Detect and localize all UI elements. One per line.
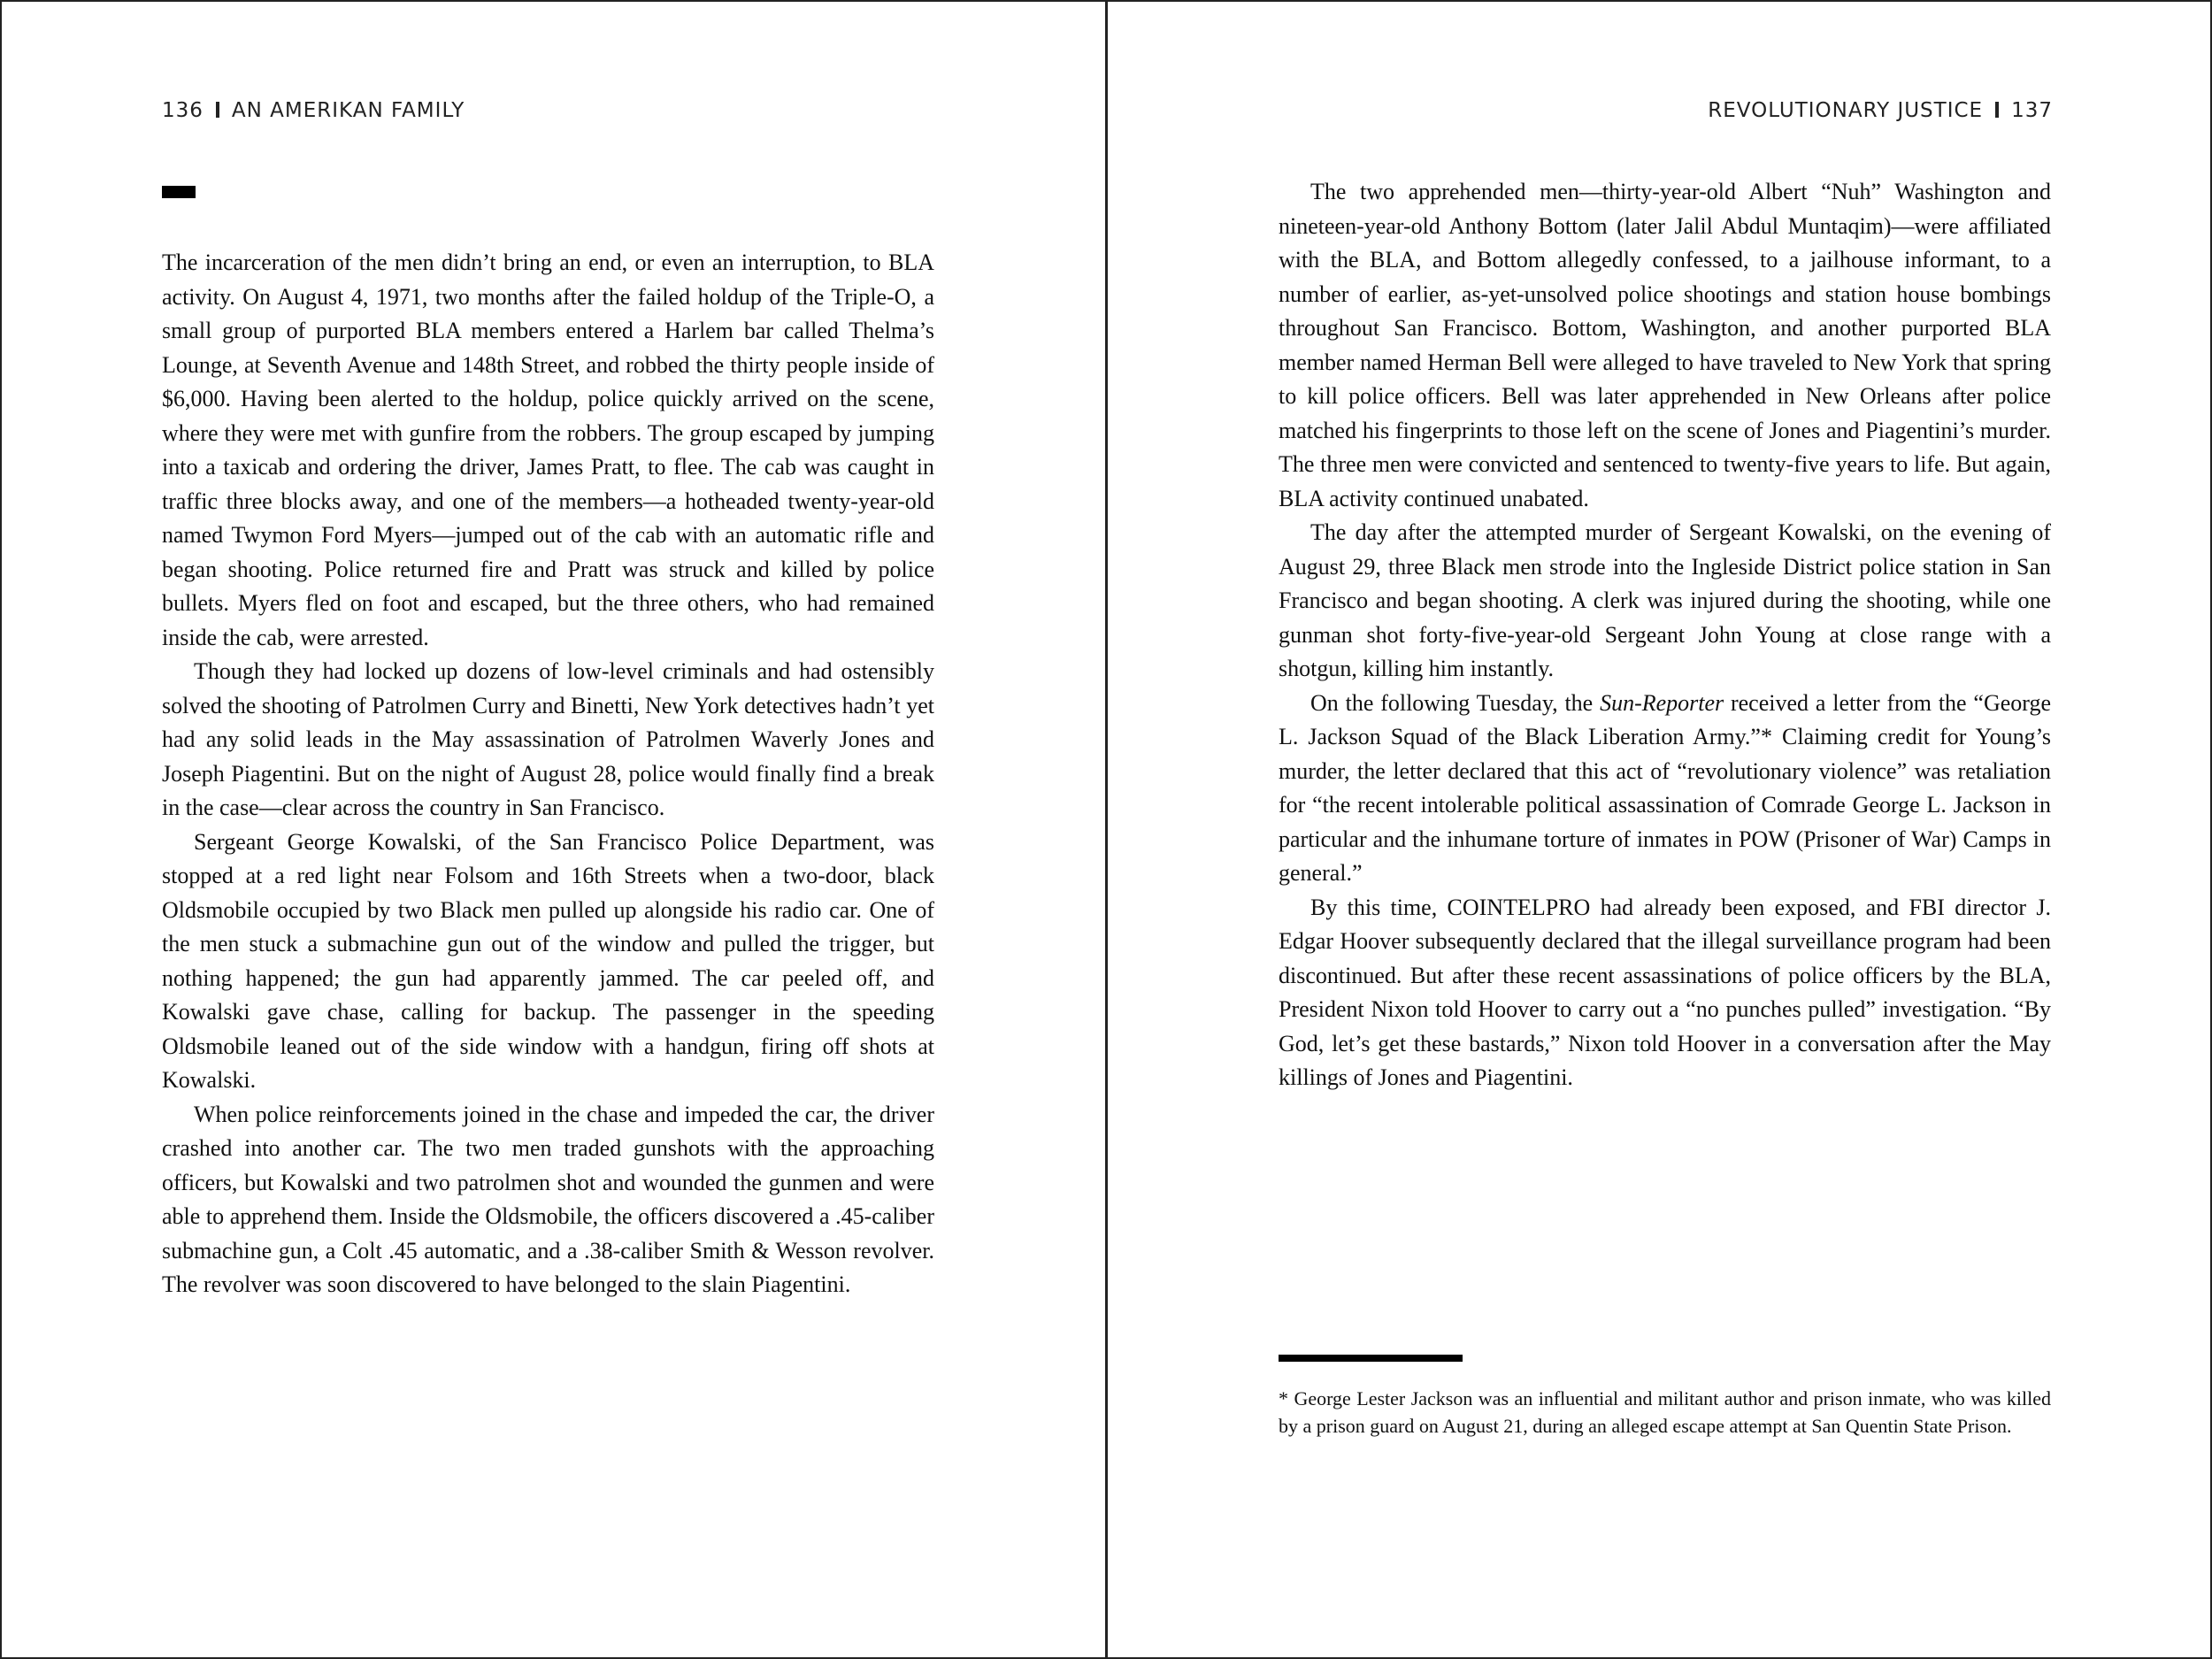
right-running-head-title: REVOLUTIONARY JUSTICE bbox=[1708, 99, 1984, 122]
footnote: * George Lester Jackson was an influential and militant author and prison inmate, who was killed by a prison guard on August 21, during an alleged escape attempt at San Quentin State Prison. bbox=[1279, 1387, 2051, 1437]
left-page-number: 136 bbox=[162, 99, 204, 122]
paragraph: When police reinforcements joined in the chase and impeded the car, the driver crashed into another car. The two men traded gunshots with the approaching officers, but Kowalski and two patrolmen shot and wounded the gunmen and were able to apprehend them. Inside the Oldsmobile, the officers discovered a .45-caliber submachine gun, a Colt .45 automatic, and a .38-caliber Smith & Wesson revolver. The revolver was soon discovered to have belonged to the slain Piagentini. bbox=[162, 1101, 934, 1297]
left-running-head-title: AN AMERIKAN FAMILY bbox=[231, 99, 465, 122]
footnote-rule bbox=[1279, 1355, 1463, 1362]
left-running-header bbox=[162, 99, 465, 122]
paragraph bbox=[1279, 687, 2051, 891]
newspaper-title: Sun-Reporter bbox=[1600, 689, 1724, 716]
right-page-number: 137 bbox=[2011, 99, 2053, 122]
paragraph: By this time, COINTELPRO had already been exposed, and FBI director J. Edgar Hoover subsequently declared that the illegal surveillance program had been discontinued. But after these recent assassinations of police officers by the BLA, President Nixon told Hoover to carry out a “no punches pulled” investigation. “By God, let’s get these bastards,” Nixon told Hoover in a conversation after the May killings of Jones and Piagentini. bbox=[1279, 894, 2051, 1090]
paragraph: Sergeant George Kowalski, of the San Francisco Police Department, was stopped at a red light near Folsom and 16th Streets when a two-door, black Oldsmobile occupied by two Black men pulled up alongside his radio car. One of the men stuck a submachine gun out of the window and pulled the trigger, but nothing happened; the gun had apparently jammed. The car peeled off, and Kowalski gave chase, calling for backup. The passenger in the speeding Oldsmobile leaned out of the side window with a handgun, firing off shots at Kowalski. bbox=[162, 828, 934, 1093]
left-page-body bbox=[162, 246, 934, 1302]
paragraph: The two apprehended men—thirty-year-old Albert “Nuh” Washington and nineteen-year-old Anthony Bottom (later Jalil Abdul Muntaqim)—were affiliated with the BLA, and Bottom allegedly confessed, to a jailhouse informant, to a number of earlier, as-yet-unsolved police shootings and station house bombings throughout San Francisco. Bottom, Washington, and another purported BLA member named Herman Bell were alleged to have traveled to New York that spring to kill police officers. Bell was later apprehended in New Orleans after police matched his fingerprints to those left on the scene of Jones and Piagentini’s murder. The three men were convicted and sentenced to twenty-five years to life. But again, BLA activity continued unabated. bbox=[1279, 179, 2051, 511]
header-separator-bar bbox=[1995, 102, 1999, 118]
paragraph: Though they had locked up dozens of low-level criminals and had ostensibly solved the shooting of Patrolmen Curry and Binetti, New York detectives hadn’t yet had any solid leads in the May assassination of Patrolmen Waverly Jones and Joseph Piagentini. But on the night of August 28, police would finally find a break in the case—clear across the country in San Francisco. bbox=[162, 658, 934, 820]
paragraph: The day after the attempted murder of Sergeant Kowalski, on the evening of August 29, three Black men strode into the Ingleside District police station in San Francisco and began shooting. A clerk was injured during the shooting, while one gunman shot forty-five-year-old Sergeant John Young at close range with a shotgun, killing him instantly. bbox=[1279, 519, 2051, 681]
right-running-header bbox=[1708, 99, 2053, 122]
spine-divider bbox=[1105, 0, 1108, 1659]
paragraph: The incarceration of the men didn’t bring an end, or even an interruption, to BLA activity. On August 4, 1971, two months after the failed holdup of the Triple-O, a small group of purported BLA members entered a Harlem bar called Thelma’s Lounge, at Seventh Avenue and 148th Street, and robbed the thirty people inside of $6,000. Having been alerted to the holdup, police quickly arrived on the scene, where they were met with gunfire from the robbers. The group escaped by jumping into a taxicab and ordering the driver, James Pratt, to flee. The cab was caught in traffic three blocks away, and one of the members—a hotheaded twenty-year-old named Twymon Ford Myers—jumped out of the cab with an automatic rifle and began shooting. Police returned fire and Pratt was struck and killed by police bullets. Myers fled on foot and escaped, but the three others, who had remained inside the cab, were arrested. bbox=[162, 250, 934, 650]
section-break-mark bbox=[162, 186, 196, 198]
paragraph-text-after: received a letter from the “George L. Jackson Squad of the Black Liberation Army.”* Claiming credit for Young’s murder, the letter declared that this act of “revolutionary violence” was retaliation for “the recent intolerable political assassination of Comrade George L. Jackson in particular and the inhumane torture of inmates in POW (Prisoner of War) Camps in general.” bbox=[1279, 689, 2051, 886]
paragraph-text-before: On the following Tuesday, the bbox=[1310, 689, 1601, 716]
header-separator-bar bbox=[216, 102, 219, 118]
right-page-body bbox=[1279, 175, 2051, 1095]
